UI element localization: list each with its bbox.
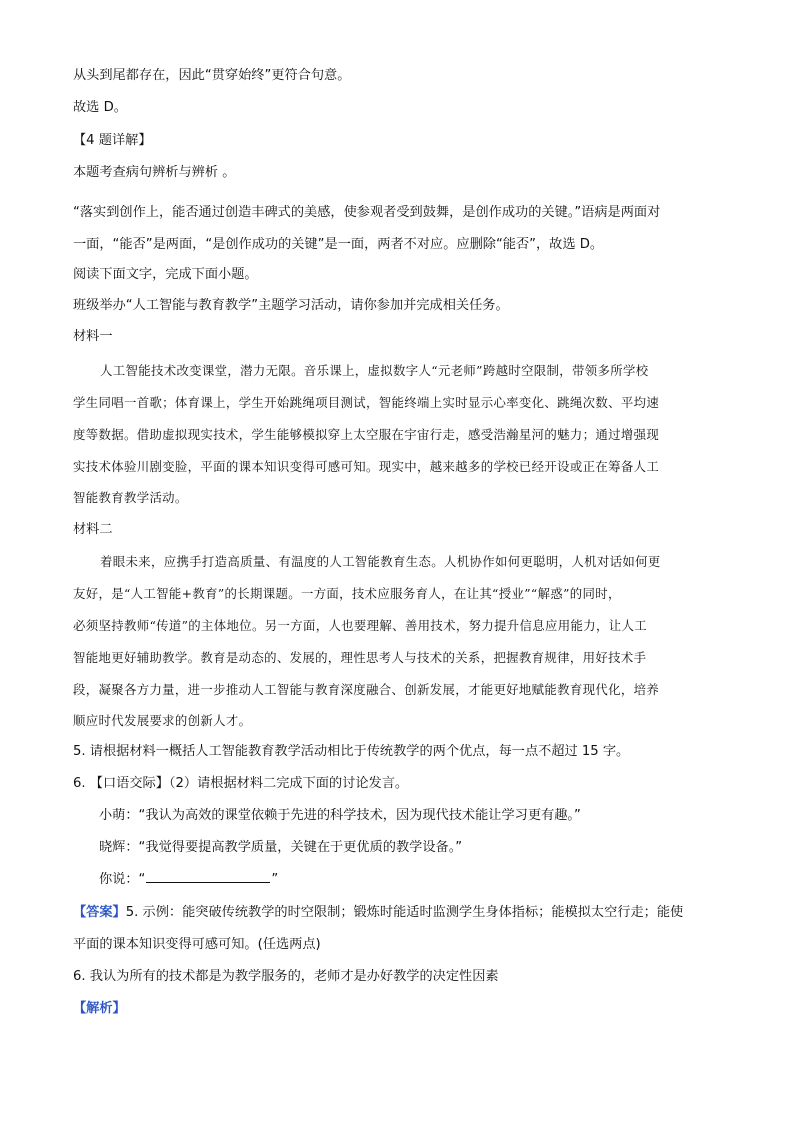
dialogue-you-prefix: 你说：“ <box>99 872 146 887</box>
material-1-line-3: 度等数据。借助虚拟现实技术，学生能够模拟穿上太空服在宇宙行走，感受浩瀚星河的魅力；通过增强现 <box>73 427 660 442</box>
material-1-line-5: 智能教育教学活动。 <box>73 490 188 505</box>
material-2-title: 材料二 <box>73 522 113 537</box>
analysis-heading <box>73 999 126 1019</box>
prev-answer-choice: 故选 D。 <box>73 100 127 115</box>
material-2-line-6: 顺应时代发展要求的创新人才。 <box>73 713 252 728</box>
q4-analysis-line-1: “落实到创作上，能否通过创造丰碑式的美感，使参观者受到鼓舞，是创作成功的关键。”语病是两面对 <box>73 205 661 220</box>
reading-instruction: 阅读下面文字，完成下面小题。 <box>73 267 258 282</box>
answer-line-3: 6. 我认为所有的技术都是为教学服务的，老师才是办好教学的决定性因素 <box>73 969 499 984</box>
material-1-line-2: 学生同唱一首歌；体育课上，学生开始跳绳项目测试，智能终端上实时显示心率变化、跳绳次数、平均速 <box>73 395 660 410</box>
question-6 <box>73 774 408 794</box>
question-6-text: （2）请根据材料二完成下面的讨论发言。 <box>168 776 409 791</box>
material-2-line-3: 必须坚持教师“传道”的主体地位。另一方面，人也要理解、善用技术，努力提升信息应用能力，让人工 <box>73 618 647 633</box>
material-1-line-1: 人工智能技术改变课堂，潜力无限。音乐课上，虚拟数字人“元老师”跨越时空限制，带领多所学校 <box>100 363 649 378</box>
material-1-line-4: 实技术体验川剧变脸，平面的课本知识变得可感可知。现实中，越来越多的学校已经开设或正在筹备人工 <box>73 459 660 474</box>
question-6-tag: 6. 【口语交际】 <box>73 776 169 791</box>
dialogue-you <box>99 870 278 890</box>
analysis-label: 【解析】 <box>73 1001 126 1016</box>
q4-analysis-line-2: 一面，“能否”是两面，“是创作成功的关键”是一面，两者不对应。应删除“能否”，故选 D。 <box>73 237 604 252</box>
material-2-line-4: 智能地更好辅助教学。教育是动态的、发展的，理性思考人与技术的关系，把握教育规律，用好技术手 <box>73 650 647 665</box>
dialogue-xiaomeng: 小萌：“我认为高效的课堂依赖于先进的科学技术，因为现代技术能让学习更有趣。” <box>99 808 581 823</box>
answer-line-1 <box>73 903 683 923</box>
material-2-line-1: 着眼未来，应携手打造高质量、有温度的人工智能教育生态。人机协作如何更聪明，人机对话如何更 <box>100 554 661 569</box>
material-1-title: 材料一 <box>73 329 113 344</box>
dialogue-xiaohui: 晓辉：“我觉得要提高教学质量，关键在于更优质的教学设备。” <box>99 840 463 855</box>
q4-intro: 本题考查病句辨析与辨析 。 <box>73 165 236 180</box>
prev-analysis-line-1: 从头到尾都存在，因此“贯穿始终”更符合句意。 <box>73 68 351 83</box>
activity-intro: 班级举办“人工智能与教育教学”主题学习活动，请你参加并完成相关任务。 <box>73 298 509 313</box>
material-2-line-2: 友好，是“人工智能+教育”的长期课题。一方面，技术应服务育人，在让其“授业”“解惑”的同时， <box>73 586 621 601</box>
answer-blank[interactable] <box>146 870 270 883</box>
question-5: 5. 请根据材料一概括人工智能教育教学活动相比于传统教学的两个优点，每一点不超过 15 字。 <box>73 744 630 759</box>
answer-line-2: 平面的课本知识变得可感可知。(任选两点) <box>73 937 321 952</box>
material-2-line-5: 段，凝聚各方力量，进一步推动人工智能与教育深度融合、创新发展，才能更好地赋能教育现代化，培养 <box>73 682 660 697</box>
answer-text-1: 5. 示例：能突破传统教学的时空限制；锻炼时能适时监测学生身体指标；能模拟太空行走；能使 <box>125 905 684 920</box>
answer-label: 【答案】 <box>73 905 126 920</box>
dialogue-you-suffix: ” <box>271 872 279 887</box>
q4-detail-heading: 【4 题详解】 <box>73 133 152 148</box>
